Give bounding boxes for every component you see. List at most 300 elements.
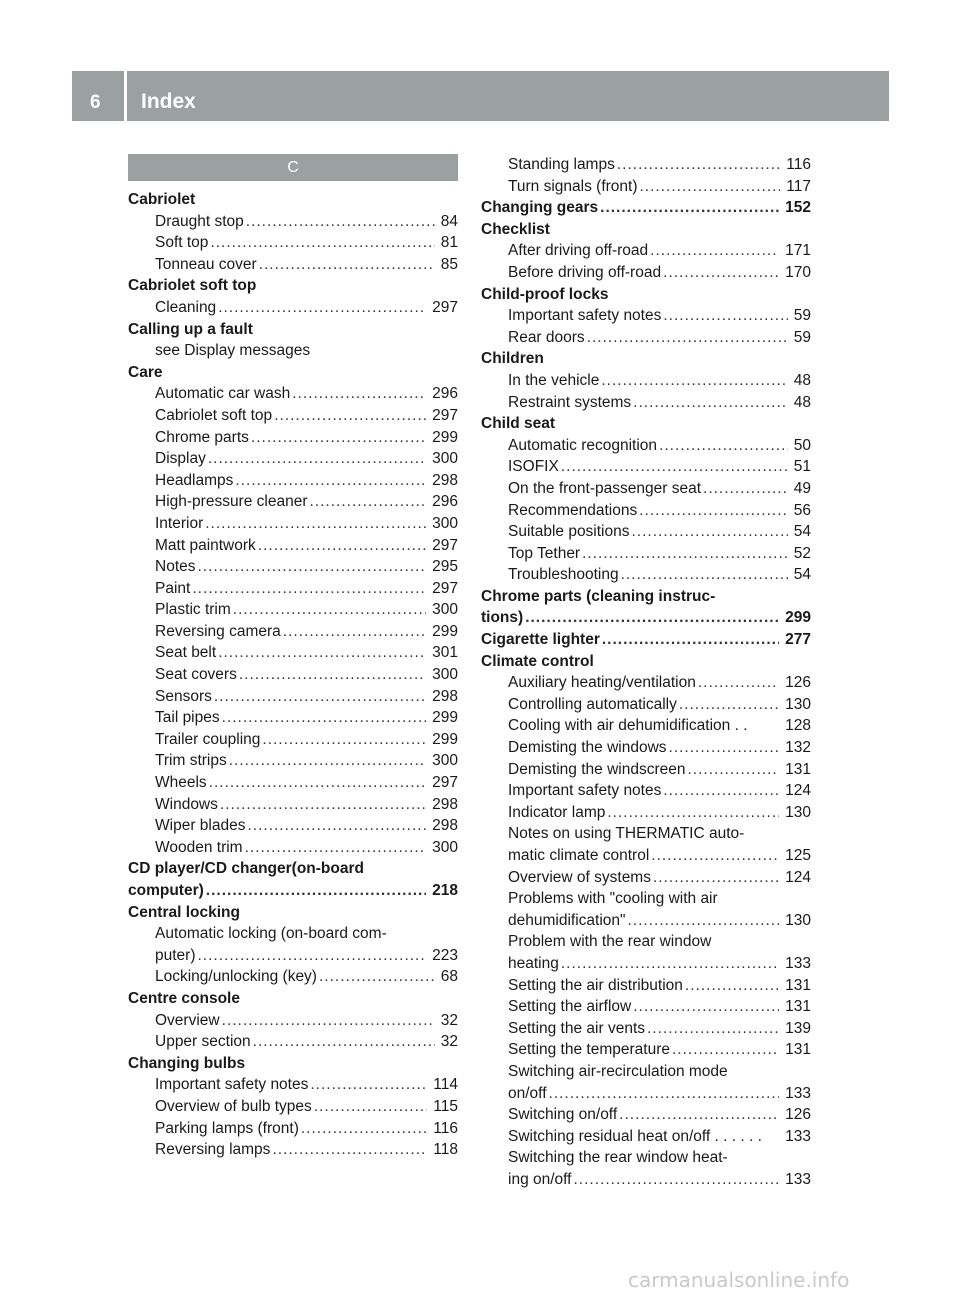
page-ref: 114 (433, 1076, 458, 1094)
index-entry (128, 254, 458, 276)
dot-leader (319, 966, 435, 988)
page-ref: 296 (432, 385, 458, 403)
entry-text: Calling up a fault (128, 320, 253, 338)
page-ref: 49 (793, 479, 811, 497)
entry-text: Setting the temperature (508, 1041, 670, 1059)
entry-text: Reversing lamps (155, 1141, 271, 1159)
entry-text: Soft top (155, 234, 209, 252)
page-ref: 297 (432, 298, 458, 316)
entry-text: Tail pipes (155, 709, 220, 727)
entry-text: Changing gears (481, 199, 599, 217)
page-ref: 300 (432, 450, 458, 468)
page-ref: 50 (793, 436, 811, 454)
dot-leader (633, 392, 788, 414)
dot-leader (663, 305, 787, 327)
index-heading (128, 902, 458, 924)
index-entry (128, 556, 458, 578)
index-entry (128, 923, 458, 945)
index-entry (128, 1118, 458, 1140)
index-entry (481, 240, 811, 262)
page-ref: 81 (440, 234, 458, 252)
entry-text: Interior (155, 514, 204, 532)
page-ref: 298 (432, 795, 458, 813)
entry-text: Central locking (128, 903, 240, 921)
dot-leader (210, 232, 434, 254)
entry-text: ISOFIX (508, 458, 559, 476)
entry-text: Plastic trim (155, 601, 231, 619)
page-ref: 133 (785, 1084, 811, 1102)
dot-leader (253, 1031, 435, 1053)
index-entry (481, 543, 811, 565)
page-ref: 115 (433, 1097, 458, 1115)
dot-leader (220, 794, 426, 816)
entry-text: Child-proof locks (481, 285, 609, 303)
page-ref: 118 (433, 1141, 458, 1159)
index-entry (128, 837, 458, 859)
dot-leader (205, 513, 426, 535)
dot-leader (600, 197, 779, 219)
entry-text: dehumidification" (508, 911, 626, 929)
entry-text: Rear doors (508, 328, 585, 346)
entry-text: Sensors (155, 687, 212, 705)
entry-text: Automatic car wash (155, 385, 291, 403)
dot-leader (310, 491, 427, 513)
letter-heading: C (128, 154, 458, 181)
page-ref: 171 (785, 242, 811, 260)
index-entry (481, 500, 811, 522)
entry-text: Demisting the windows (508, 739, 667, 757)
entry-text: Wiper blades (155, 817, 246, 835)
dot-leader (314, 1096, 427, 1118)
entry-text: Trim strips (155, 752, 227, 770)
page-ref: 152 (785, 199, 811, 217)
dot-leader (619, 1104, 779, 1126)
entry-text: Cabriolet soft top (155, 406, 273, 424)
entry-text: Important safety notes (508, 307, 662, 325)
index-entry (481, 694, 811, 716)
index-heading (128, 858, 458, 880)
index-list-left (128, 189, 458, 1161)
index-heading (481, 607, 811, 629)
index-entry (128, 297, 458, 319)
index-entry (481, 1061, 811, 1083)
index-entry (128, 686, 458, 708)
entry-text: Controlling automatically (508, 695, 677, 713)
dot-leader (259, 254, 435, 276)
page-ref: 131 (785, 1041, 811, 1059)
page-ref: 139 (785, 1019, 811, 1037)
index-entry (128, 513, 458, 535)
entry-text: After driving off-road (508, 242, 649, 260)
page-ref: 54 (793, 566, 811, 584)
dot-leader (206, 880, 426, 902)
index-entry (481, 823, 811, 845)
index-heading (481, 586, 811, 608)
page-ref: 297 (432, 406, 458, 424)
page-number: 6 (90, 92, 101, 113)
index-entry (128, 470, 458, 492)
entry-text: Upper section (155, 1033, 251, 1051)
index-heading (481, 629, 811, 651)
index-entry (481, 564, 811, 586)
page-ref: 128 (785, 717, 811, 735)
entry-text: Reversing camera (155, 622, 281, 640)
page-ref: 85 (440, 255, 458, 273)
page-ref: 32 (440, 1011, 458, 1029)
index-entry (481, 392, 811, 414)
entry-text: High-pressure cleaner (155, 493, 308, 511)
entry-text: Wooden trim (155, 838, 243, 856)
entry-text: Draught stop (155, 212, 244, 230)
index-entry (481, 1039, 811, 1061)
entry-text: Child seat (481, 415, 556, 433)
entry-text: Trailer coupling (155, 730, 261, 748)
page-ref: 300 (432, 601, 458, 619)
index-entry (481, 975, 811, 997)
entry-text: Tonneau cover (155, 255, 257, 273)
dot-leader (247, 815, 426, 837)
dot-leader (283, 621, 426, 643)
dot-leader (663, 262, 779, 284)
page-ref: 170 (785, 263, 811, 281)
index-entry (128, 1031, 458, 1053)
page-ref: 116 (786, 156, 811, 173)
dot-leader (245, 837, 427, 859)
index-entry (128, 211, 458, 233)
page-ref: 299 (432, 730, 458, 748)
index-entry (481, 1104, 811, 1126)
page-ref: 298 (432, 471, 458, 489)
entry-text: Cabriolet (128, 191, 196, 208)
index-entry (128, 707, 458, 729)
index-entry (128, 340, 458, 362)
page-ref: 51 (793, 458, 811, 476)
dot-leader (258, 535, 426, 557)
entry-text: Problem with the rear window (508, 933, 712, 951)
page-ref: 126 (785, 1106, 811, 1124)
dot-leader (525, 607, 779, 629)
index-entry (128, 815, 458, 837)
dot-leader (651, 845, 779, 867)
entry-text: Automatic locking (on-board com- (155, 925, 387, 943)
index-entry (481, 1018, 811, 1040)
page-ref: 48 (793, 393, 811, 411)
index-entry (481, 1147, 811, 1169)
index-entry (128, 1074, 458, 1096)
entry-text: Turn signals (front) (508, 177, 638, 195)
page-ref: 299 (432, 622, 458, 640)
dot-leader (218, 642, 426, 664)
index-entry (128, 945, 458, 967)
entry-text: matic climate control (508, 847, 650, 864)
entry-text: Windows (155, 795, 218, 813)
index-heading (481, 413, 811, 435)
entry-text: Chrome parts (155, 428, 249, 446)
index-entry (481, 996, 811, 1018)
entry-text: Important safety notes (155, 1076, 309, 1094)
index-entry (128, 232, 458, 254)
entry-text: Children (481, 350, 544, 368)
entry-text: Seat belt (155, 644, 217, 662)
dot-leader (239, 664, 426, 686)
page-ref: 295 (432, 558, 458, 576)
dot-leader (235, 470, 426, 492)
entry-text: Cooling with air dehumidification . . (508, 717, 748, 735)
dot-leader (653, 867, 779, 889)
entry-text: Important safety notes (508, 782, 662, 800)
watermark: carmanualsonline.info (628, 1268, 850, 1292)
page-ref: 124 (785, 868, 811, 886)
index-entry (481, 370, 811, 392)
entry-text: Notes (155, 558, 196, 576)
entry-text: CD player/CD changer(on-board (128, 860, 364, 878)
dot-leader (628, 910, 780, 932)
dot-leader (617, 154, 780, 176)
dot-leader (601, 370, 787, 392)
dot-leader (214, 686, 426, 708)
dot-leader (229, 750, 426, 772)
index-entry (481, 780, 811, 802)
page-ref: 133 (785, 1127, 811, 1145)
page-ref: 56 (793, 501, 811, 519)
page-ref: 296 (432, 493, 458, 511)
index-heading (128, 362, 458, 384)
entry-text: Display (155, 450, 206, 468)
entry-text: computer) (128, 882, 204, 899)
dot-leader (669, 737, 780, 759)
dot-leader (672, 1039, 779, 1061)
entry-text: Indicator lamp (508, 803, 606, 821)
index-entry (481, 888, 811, 910)
page-ref: 133 (785, 954, 811, 972)
dot-leader (310, 1074, 427, 1096)
index-entry (481, 953, 811, 975)
page-ref: 59 (793, 307, 811, 325)
entry-text: Before driving off-road (508, 263, 662, 281)
dot-leader (685, 975, 779, 997)
index-entry (481, 154, 811, 176)
page-ref: 299 (432, 428, 458, 446)
dot-leader (561, 456, 788, 478)
page-ref: 131 (785, 760, 811, 778)
entry-text: In the vehicle (508, 371, 600, 389)
entry-text: on/off (508, 1084, 547, 1102)
entry-text: Locking/unlocking (key) (155, 968, 317, 986)
page-ref: 117 (786, 177, 811, 195)
page-ref: 59 (793, 328, 811, 346)
page-ref: 131 (785, 976, 811, 994)
entry-text: Problems with "cooling with air (508, 890, 718, 908)
dot-leader (639, 500, 788, 522)
page-ref: 48 (793, 371, 811, 389)
index-entry (481, 1126, 811, 1148)
index-entry (128, 794, 458, 816)
index-entry (128, 1010, 458, 1032)
index-entry (481, 931, 811, 953)
dot-leader (650, 240, 779, 262)
page-ref: 300 (432, 514, 458, 532)
entry-text: Suitable positions (508, 523, 630, 541)
index-heading (128, 880, 458, 902)
dot-leader (218, 297, 426, 319)
entry-text: Recommendations (508, 501, 638, 519)
index-entry (481, 715, 811, 737)
dot-leader (209, 772, 426, 794)
dot-leader (703, 478, 788, 500)
index-entry (481, 478, 811, 500)
index-heading (481, 219, 811, 241)
dot-leader (561, 953, 779, 975)
page-ref: 116 (433, 1119, 458, 1137)
dot-leader (698, 672, 779, 694)
entry-text: Changing bulbs (128, 1054, 246, 1072)
dot-leader (198, 556, 427, 578)
entry-text: Overview of systems (508, 868, 651, 886)
entry-text: Overview of bulb types (155, 1097, 312, 1115)
dot-leader (602, 629, 779, 651)
entry-text: Standing lamps (508, 156, 615, 173)
page-ref: 54 (793, 523, 811, 541)
dot-leader (274, 405, 426, 427)
index-entry (128, 599, 458, 621)
page-ref: 297 (432, 536, 458, 554)
entry-text: Setting the airflow (508, 998, 632, 1016)
index-entry (128, 448, 458, 470)
entry-text: Centre console (128, 989, 240, 1007)
page-ref: 130 (785, 695, 811, 713)
index-entry (128, 535, 458, 557)
page-ref: 52 (793, 544, 811, 562)
dot-leader (633, 996, 779, 1018)
entry-text: Care (128, 363, 163, 381)
dot-leader (621, 564, 788, 586)
page-ref: 68 (440, 968, 458, 986)
entry-text: On the front-passenger seat (508, 479, 702, 497)
dot-leader (208, 448, 426, 470)
index-entry (481, 262, 811, 284)
page-ref: 133 (785, 1170, 811, 1188)
section-title: Index (141, 90, 196, 113)
index-heading (481, 284, 811, 306)
entry-text: Setting the air vents (508, 1019, 645, 1037)
index-heading (128, 275, 458, 297)
index-entry (481, 327, 811, 349)
dot-leader (587, 327, 788, 349)
index-heading (481, 348, 811, 370)
entry-text: Headlamps (155, 471, 234, 489)
page-ref: 300 (432, 838, 458, 856)
index-entry (128, 750, 458, 772)
entry-text: heating (508, 954, 559, 972)
entry-text: Climate control (481, 652, 594, 670)
entry-text: Switching on/off (508, 1106, 618, 1124)
dot-leader (198, 945, 427, 967)
dot-leader (582, 543, 788, 565)
page-ref: 131 (785, 998, 811, 1016)
index-entry (481, 176, 811, 198)
index-entry (128, 664, 458, 686)
page-ref: 298 (432, 687, 458, 705)
entry-text: Cleaning (155, 298, 217, 316)
index-entry (481, 456, 811, 478)
page-ref: 126 (785, 674, 811, 692)
entry-text: Automatic recognition (508, 436, 658, 454)
index-entry (481, 521, 811, 543)
dot-leader (607, 802, 779, 824)
page-ref: 300 (432, 666, 458, 684)
dot-leader (222, 1010, 435, 1032)
page-ref: 130 (785, 911, 811, 929)
entry-text: Chrome parts (cleaning instruc- (481, 587, 716, 605)
dot-leader (549, 1083, 780, 1105)
page-ref: 132 (785, 739, 811, 757)
index-heading (128, 319, 458, 341)
index-entry (481, 305, 811, 327)
page-ref: 84 (440, 212, 458, 230)
entry-text: tions) (481, 609, 524, 627)
page-ref: 218 (432, 882, 458, 899)
entry-text: Parking lamps (front) (155, 1119, 299, 1137)
entry-text: Switching residual heat on/off . . . . . . (508, 1127, 762, 1145)
header-divider (124, 71, 127, 121)
index-entry (128, 772, 458, 794)
page-ref: 297 (432, 579, 458, 597)
index-entry (128, 1096, 458, 1118)
index-entry (481, 1169, 811, 1191)
index-entry (481, 672, 811, 694)
index-entry (128, 729, 458, 751)
dot-leader (574, 1169, 780, 1191)
dot-leader (679, 694, 779, 716)
index-heading (481, 197, 811, 219)
dot-leader (251, 427, 426, 449)
dot-leader (192, 578, 426, 600)
index-entry (481, 759, 811, 781)
entry-text: Wheels (155, 774, 207, 792)
dot-leader (292, 383, 426, 405)
page-ref: 32 (440, 1033, 458, 1051)
index-entry (128, 491, 458, 513)
page-ref: 300 (432, 752, 458, 770)
page-ref: 299 (785, 609, 811, 627)
index-entry (481, 845, 811, 867)
entry-text: Cigarette lighter (481, 631, 600, 649)
entry-text: Demisting the windscreen (508, 760, 686, 778)
index-heading (128, 1053, 458, 1075)
dot-leader (222, 707, 427, 729)
dot-leader (647, 1018, 779, 1040)
entry-text: Restraint systems (508, 393, 632, 411)
dot-leader (640, 176, 781, 198)
page-ref: 297 (432, 774, 458, 792)
index-entry (128, 621, 458, 643)
entry-text: Switching air-recirculation mode (508, 1062, 728, 1080)
index-entry (481, 802, 811, 824)
index-entry (128, 383, 458, 405)
index-heading (481, 651, 811, 673)
entry-text: Top Tether (508, 544, 581, 562)
index-column-left (128, 154, 458, 1161)
dot-leader (659, 435, 788, 457)
entry-text: puter) (155, 946, 196, 964)
page-ref: 301 (432, 644, 458, 662)
page-ref: 124 (785, 782, 811, 800)
index-entry (481, 435, 811, 457)
dot-leader (233, 599, 426, 621)
page-ref: 125 (785, 847, 811, 864)
index-entry (128, 642, 458, 664)
index-entry (481, 737, 811, 759)
